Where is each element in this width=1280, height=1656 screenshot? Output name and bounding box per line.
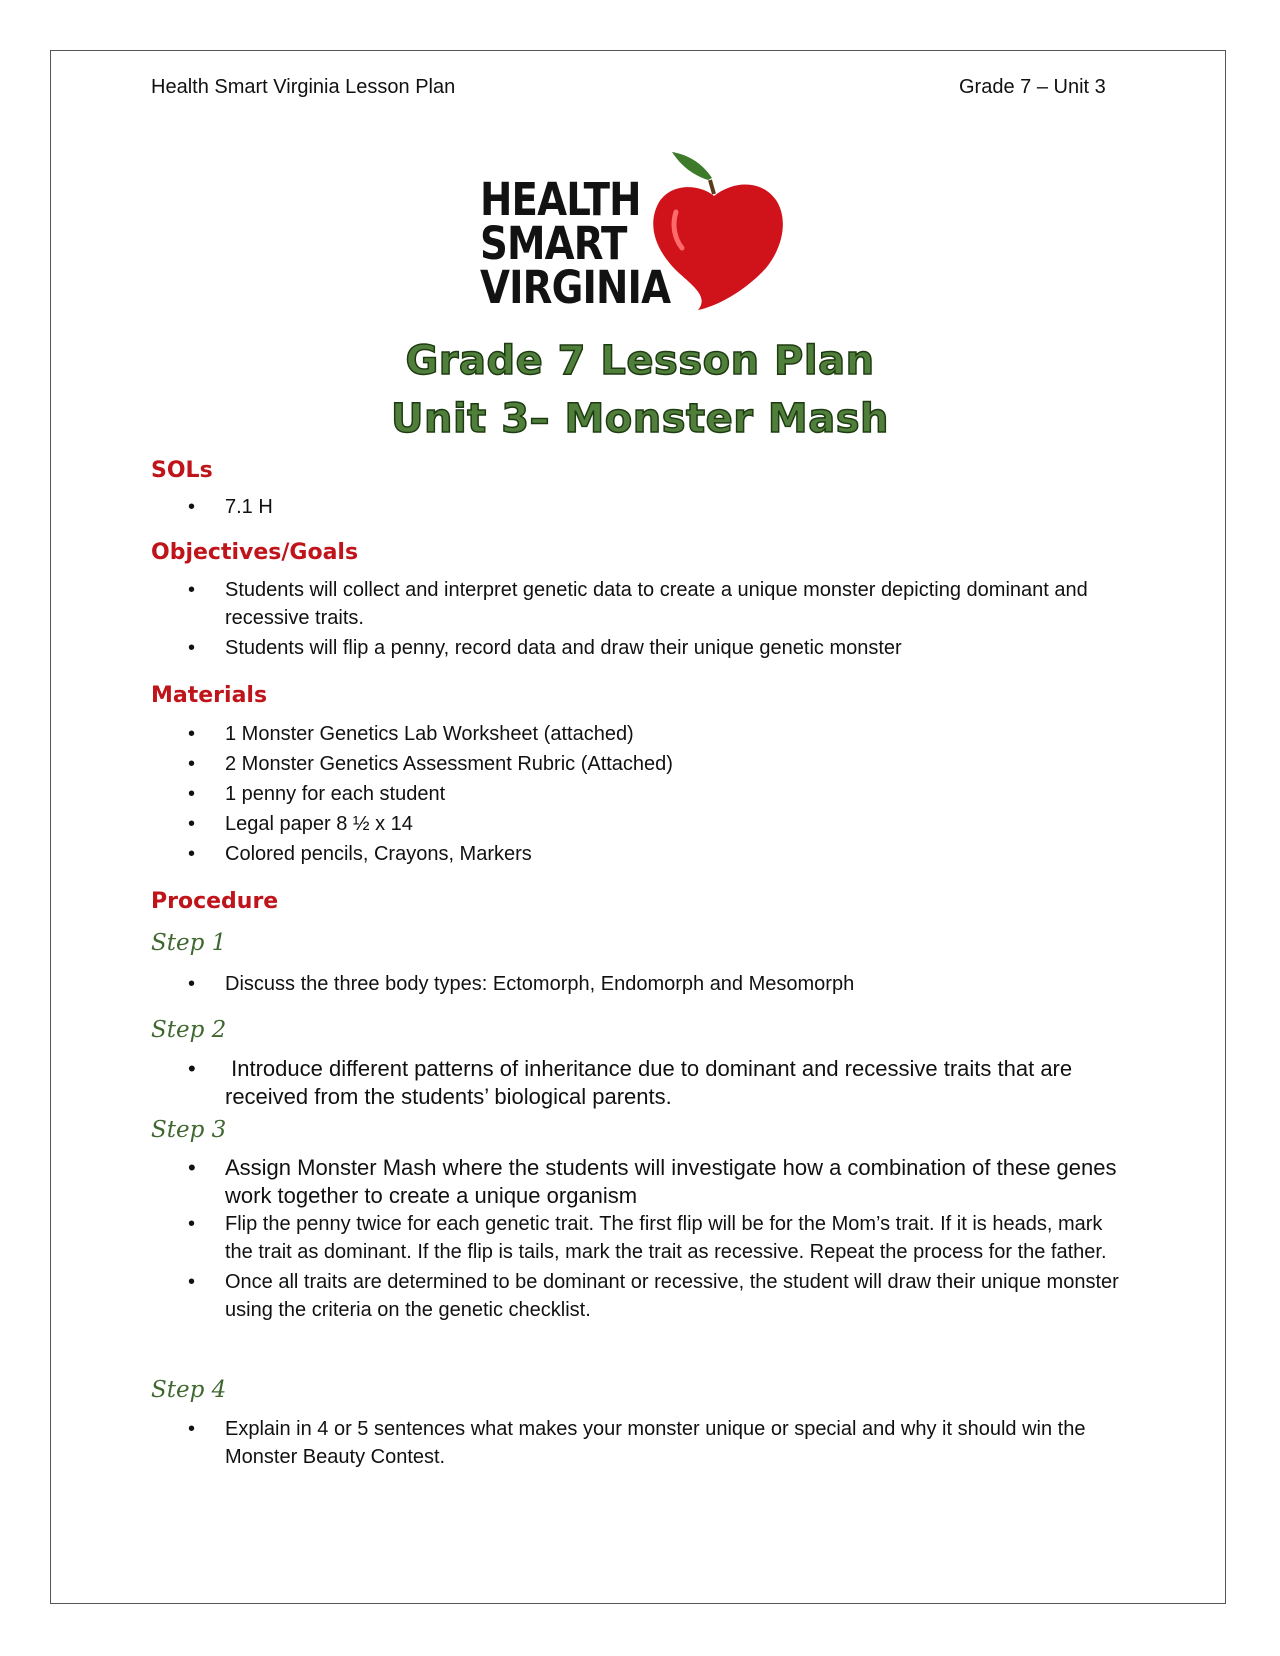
step-2-list: [0, 1055, 1125, 1111]
step-2-label: Step 2: [151, 1017, 227, 1043]
step-1-label: Step 1: [151, 930, 227, 956]
bullet-icon: •: [188, 1418, 196, 1440]
bullet-icon: •: [188, 496, 196, 518]
list-item: • Flip the penny twice for each genetic trait. The first flip will be for the Mom’s trait. If it is heads, mark the trait as dominant. If the flip is tails, mark the trait as recessive. Repeat the process for the father.: [0, 1210, 1125, 1266]
header-right: Grade 7 – Unit 3: [959, 76, 1106, 98]
bullet-icon: •: [188, 1155, 196, 1180]
list-item: • Discuss the three body types: Ectomorph, Endomorph and Mesomorph: [0, 970, 1125, 998]
list-item: • Students will collect and interpret genetic data to create a unique monster depicting dominant and recessive traits.: [0, 576, 1125, 632]
title-line-1: Grade 7 Lesson Plan: [405, 338, 875, 384]
logo-wordmark: [480, 173, 671, 314]
apple-leaf: [672, 152, 712, 180]
materials-list: [0, 720, 1125, 870]
health-smart-virginia-logo: [480, 150, 810, 320]
bullet-icon: •: [188, 637, 196, 659]
bullet-icon: •: [188, 723, 196, 745]
step-1-list: [0, 970, 1125, 998]
bullet-icon: •: [188, 843, 196, 865]
list-item: • Once all traits are determined to be dominant or recessive, the student will draw their unique monster using the criteria on the genetic checklist.: [0, 1268, 1125, 1324]
bullet-icon: •: [188, 783, 196, 805]
apple-body: [653, 184, 783, 310]
logo-line-2: SMART: [480, 217, 627, 270]
step-4-list: [0, 1415, 1125, 1471]
apple-stem: [710, 180, 714, 194]
bullet-icon: •: [188, 579, 196, 601]
list-item: • 1 Monster Genetics Lab Worksheet (attached): [0, 720, 1125, 750]
title-line-2: Unit 3– Monster Mash: [390, 396, 890, 442]
list-item: • Assign Monster Mash where the students will investigate how a combination of these genes work together to create a unique organism: [188, 1155, 1117, 1208]
header-left: Health Smart Virginia Lesson Plan: [151, 76, 456, 98]
bullet-icon: •: [188, 753, 196, 775]
bullet-icon: •: [188, 1271, 196, 1293]
bullet-icon: •: [188, 813, 196, 835]
sols-list: [0, 493, 1125, 521]
objectives-list: [0, 576, 1125, 662]
logo-line-3: VIRGINIA: [480, 261, 671, 314]
logo-line-1: HEALTH: [480, 173, 641, 226]
objectives-heading: Objectives/Goals: [151, 540, 359, 565]
bullet-icon: •: [188, 1213, 196, 1235]
bullet-icon: •: [188, 1056, 196, 1081]
list-item: • Introduce different patterns of inheritance due to dominant and recessive traits that are received from the students’ biological parents.: [188, 1056, 1079, 1109]
list-item: • Colored pencils, Crayons, Markers: [0, 840, 1125, 870]
bullet-icon: •: [188, 973, 196, 995]
apple-icon: [650, 150, 785, 312]
step-3-list: [0, 1154, 1125, 1324]
step-3-label: Step 3: [151, 1117, 227, 1143]
procedure-heading: Procedure: [151, 889, 279, 914]
sols-heading: SOLs: [151, 458, 213, 483]
list-item: • 2 Monster Genetics Assessment Rubric (Attached): [0, 750, 1125, 780]
step-4-label: Step 4: [151, 1377, 227, 1403]
list-item: • Students will flip a penny, record data and draw their unique genetic monster: [0, 634, 1125, 662]
list-item: • Legal paper 8 ½ x 14: [0, 810, 1125, 840]
list-item: • 7.1 H: [0, 493, 1125, 521]
list-item: • 1 penny for each student: [0, 780, 1125, 810]
materials-heading: Materials: [151, 683, 268, 708]
list-item: • Explain in 4 or 5 sentences what makes your monster unique or special and why it should win the Monster Beauty Contest.: [0, 1415, 1125, 1471]
